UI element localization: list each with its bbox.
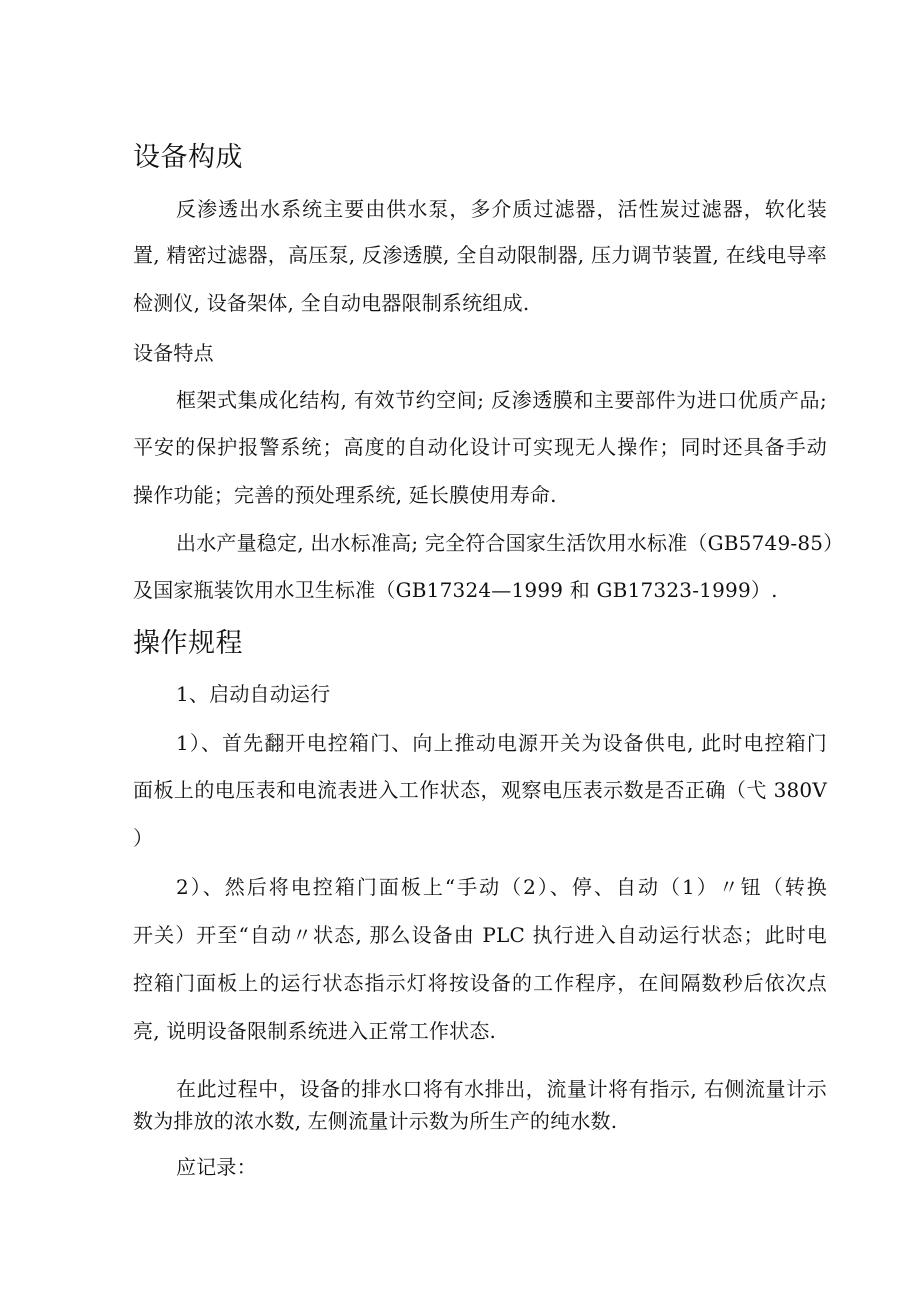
record-label: 应记录：	[176, 1155, 257, 1179]
sub2-line-4: 亮, 说明设备限制系统进入正常工作状态.	[133, 1019, 497, 1043]
features-para2-line-2: 及国家瓶装饮用水卫生标准（GB17324—1999 和 GB17323-1999）.	[133, 578, 778, 602]
sub1-line-2: 面板上的电压表和电流表进入工作状态，观察电压表示数是否正确（弋 380V	[133, 778, 827, 802]
heading-equipment-features: 设备特点	[133, 341, 214, 365]
sub2-line-1: 2）、然后将电控箱门面板上“手动（2）、停、自动（1）〃钮（转换	[176, 875, 827, 899]
composition-para-line-3: 检测仪, 设备架体, 全自动电器限制系统组成.	[133, 291, 530, 315]
heading-equipment-composition: 设备构成	[133, 142, 243, 173]
composition-para-line-1: 反渗透出水系统主要由供水泵，多介质过滤器，活性炭过滤器，软化装	[176, 197, 827, 221]
step-1-title: 1、启动自动运行	[176, 682, 331, 706]
para3-line-2: 数为排放的浓水数, 左侧流量计示数为所生产的纯水数.	[133, 1109, 618, 1133]
sub2-line-2: 开关）开至“自动〃状态, 那么设备由 PLC 执行进入自动运行状态；此时电	[133, 923, 827, 947]
sub2-line-3: 控箱门面板上的运行状态指示灯将按设备的工作程序，在间隔数秒后依次点	[133, 971, 827, 995]
features-para1-line-3: 操作功能；完善的预处理系统, 延长膜使用寿命.	[133, 483, 557, 507]
para3-line-1: 在此过程中，设备的排水口将有水排出，流量计将有指示, 右侧流量计示	[176, 1077, 827, 1101]
composition-para-line-2: 置, 精密过滤器，高压泵, 反渗透膜, 全自动限制器, 压力调节装置, 在线电导率	[133, 243, 827, 267]
features-para1-line-2: 平安的保护报警系统；高度的自动化设计可实现无人操作；同时还具备手动	[133, 435, 827, 459]
sub1-line-3: ）	[133, 826, 154, 850]
sub1-line-1: 1）、首先翻开电控箱门、向上推动电源开关为设备供电, 此时电控箱门	[176, 731, 827, 755]
heading-operating-procedure: 操作规程	[133, 628, 243, 659]
features-para2-line-1: 出水产量稳定, 出水标准高; 完全符合国家生活饮用水标准（GB5749-85）	[176, 531, 844, 555]
features-para1-line-1: 框架式集成化结构, 有效节约空间; 反渗透膜和主要部件为进口优质产品;	[176, 388, 827, 412]
